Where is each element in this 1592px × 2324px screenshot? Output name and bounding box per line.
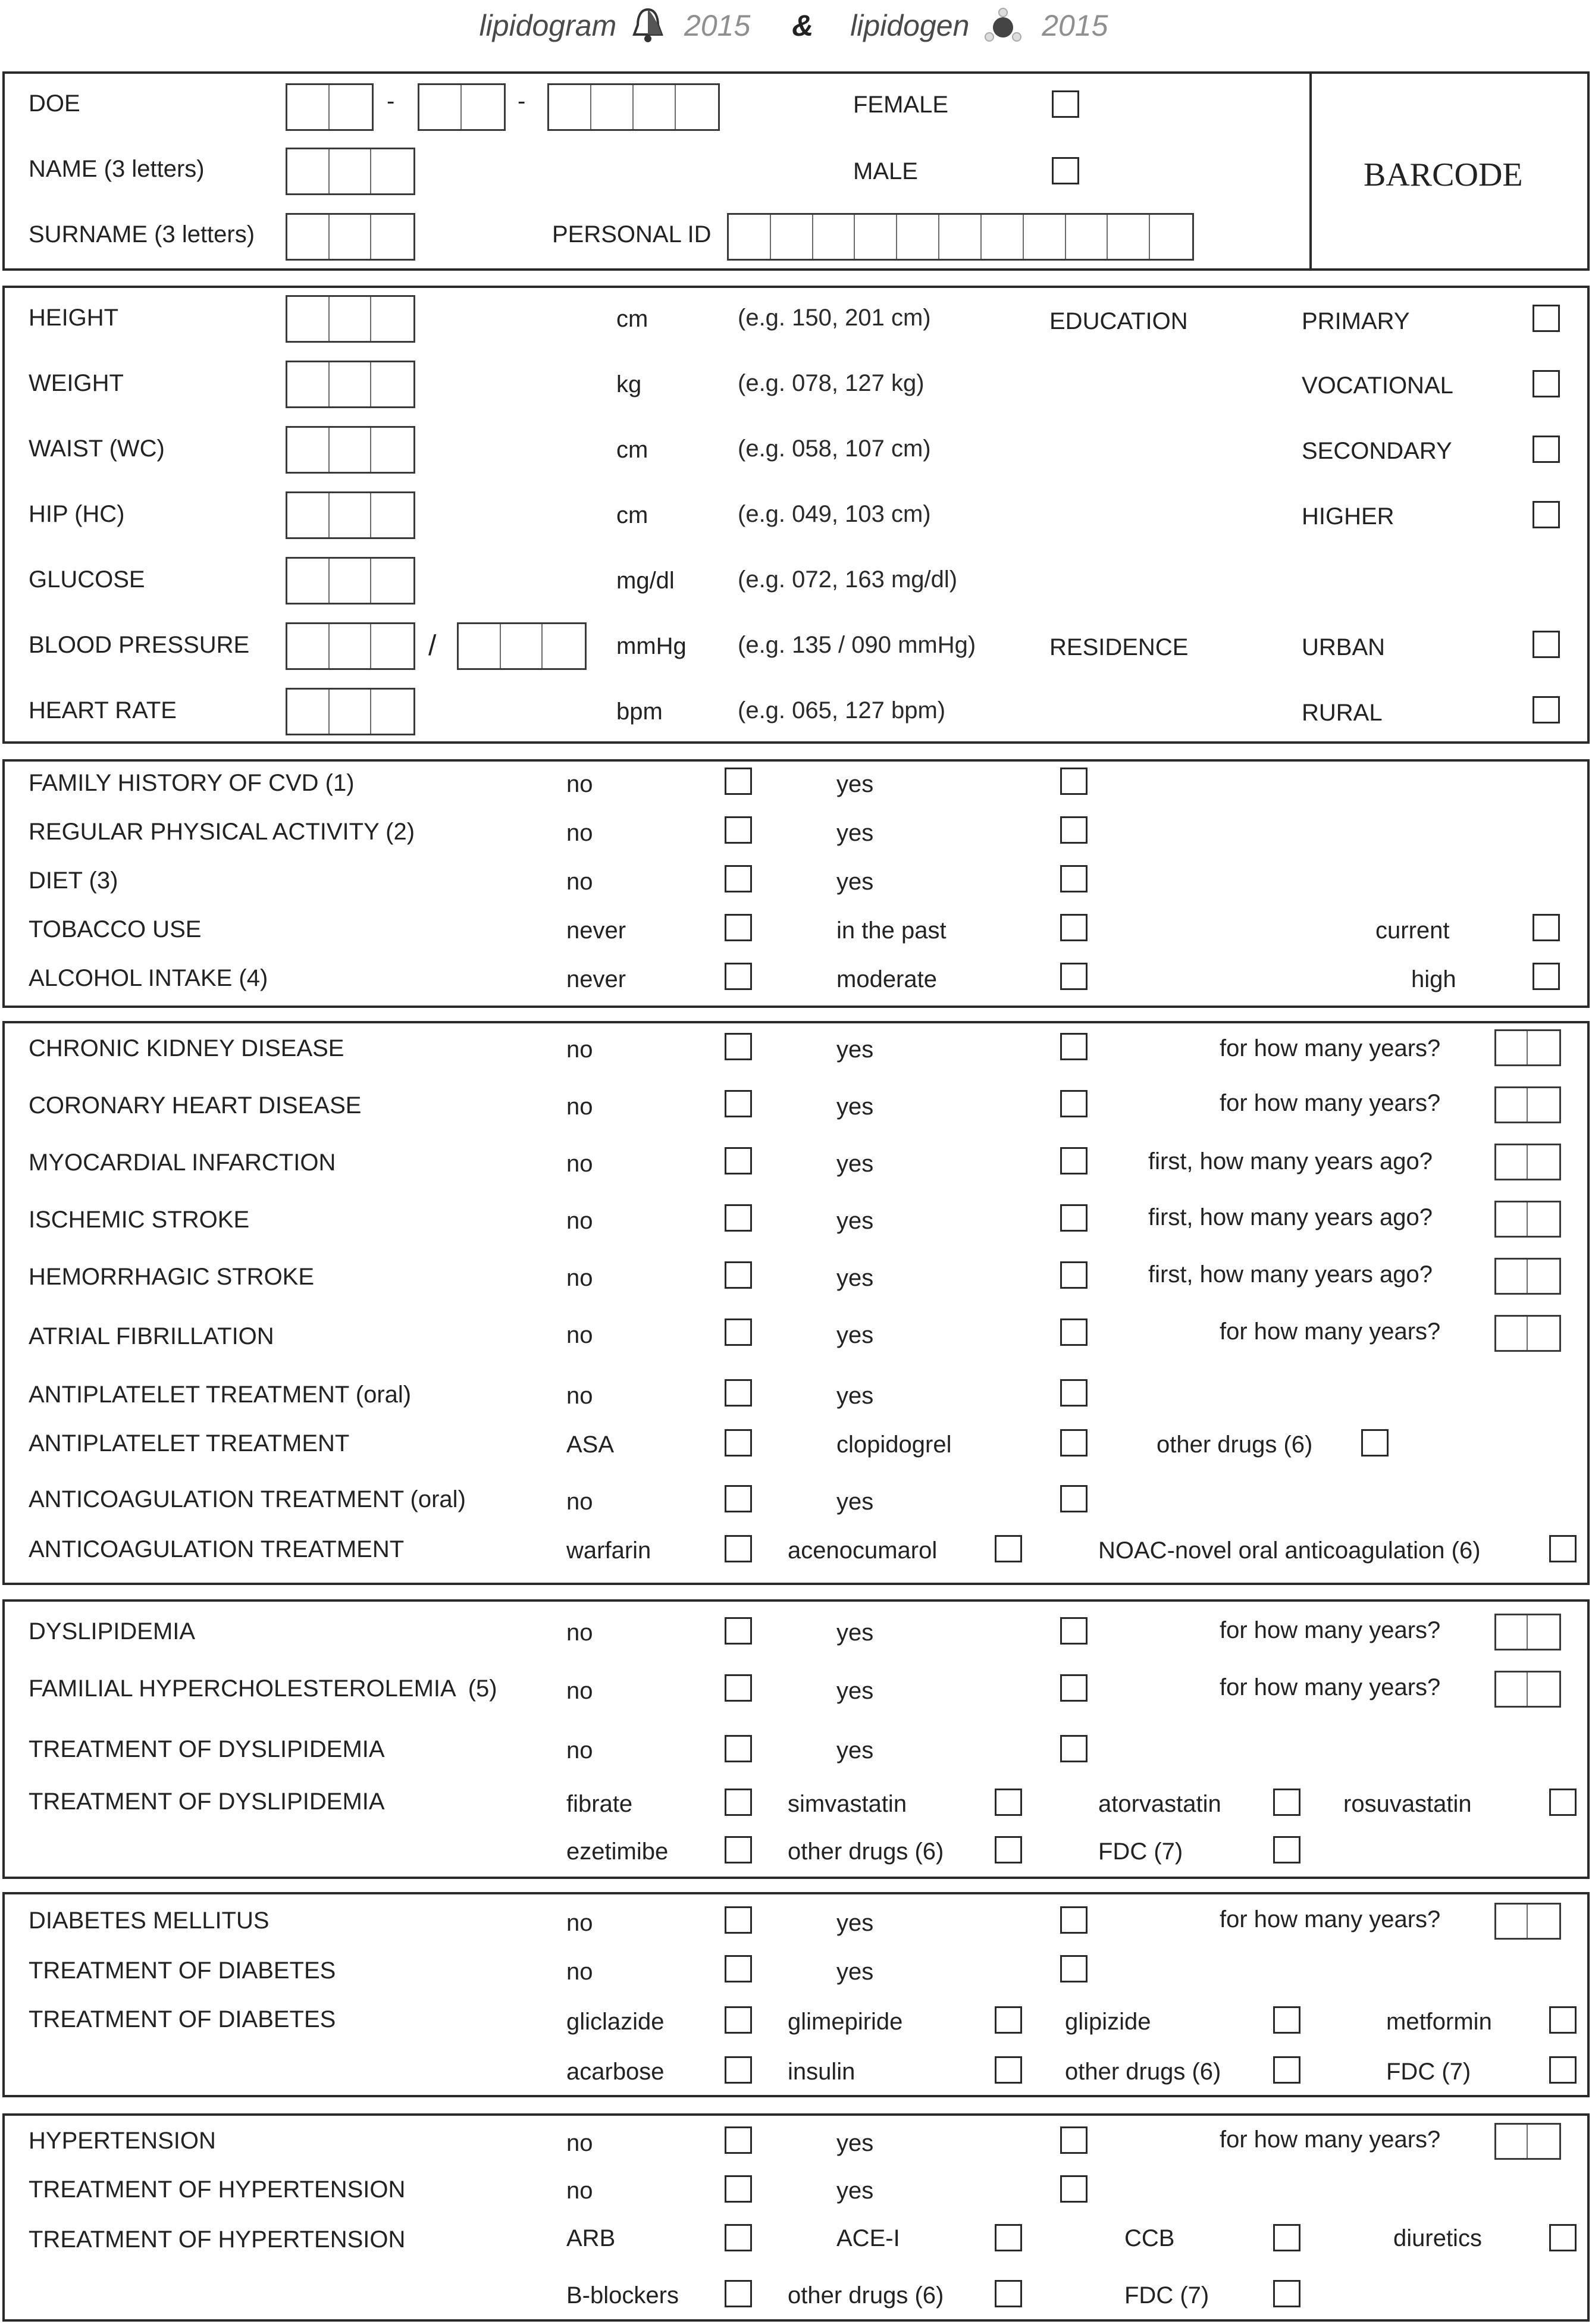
option-label: no	[566, 1737, 593, 1764]
antiplatelet-oral-no-checkbox[interactable]	[725, 1379, 752, 1407]
option-label: yes	[836, 1265, 874, 1291]
option-label: no	[566, 1094, 593, 1120]
option-label: yes	[836, 1322, 874, 1348]
option-label: glipizide	[1065, 2009, 1151, 2035]
residence-urban-checkbox[interactable]	[1533, 631, 1560, 658]
surname-label: SURNAME (3 letters)	[29, 221, 255, 248]
hypertension-treatment-no-checkbox[interactable]	[725, 2175, 752, 2203]
hypertension-yes-checkbox[interactable]	[1060, 2126, 1088, 2154]
education-secondary-checkbox[interactable]	[1533, 436, 1560, 463]
dyslipidemia-years-field[interactable]	[1494, 1614, 1561, 1650]
option-label: yes	[836, 1959, 874, 1985]
diet-label: DIET (3)	[29, 867, 118, 894]
hypertension-drugs-label: TREATMENT OF HYPERTENSION	[29, 2226, 406, 2253]
ampersand: &	[792, 8, 814, 42]
option-label: metformin	[1386, 2009, 1492, 2035]
education-primary-label: PRIMARY	[1302, 308, 1410, 334]
education-vocational-label: VOCATIONAL	[1302, 372, 1453, 399]
lipidogram-logo-text: lipidogram	[479, 8, 617, 42]
diet-yes-checkbox[interactable]	[1060, 865, 1088, 892]
dyslipidemia-drugs-label: TREATMENT OF DYSLIPIDEMIA	[29, 1789, 385, 1815]
years-question: for how many years?	[1220, 2126, 1441, 2153]
option-label: atorvastatin	[1098, 1791, 1221, 1817]
education-label: EDUCATION	[1049, 308, 1188, 334]
bp-unit: mmHg	[616, 633, 687, 659]
heart-rate-unit: bpm	[616, 699, 663, 725]
weight-example: (e.g. 078, 127 kg)	[738, 370, 925, 396]
doe-separator: -	[387, 88, 395, 114]
doe-separator: -	[518, 88, 526, 114]
option-label: no	[566, 1208, 593, 1234]
dyslipidemia-fdc-checkbox[interactable]	[1273, 1836, 1300, 1863]
mi-label: MYOCARDIAL INFARCTION	[29, 1150, 336, 1176]
bp-example: (e.g. 135 / 090 mmHg)	[738, 632, 976, 658]
option-label: ezetimibe	[566, 1838, 669, 1865]
clopidogrel-checkbox[interactable]	[1060, 1429, 1088, 1457]
option-label: acenocumarol	[788, 1537, 938, 1564]
acenocumarol-checkbox[interactable]	[995, 1535, 1022, 1562]
warfarin-checkbox[interactable]	[725, 1535, 752, 1562]
option-label: other drugs (6)	[788, 2282, 944, 2309]
mi-no-checkbox[interactable]	[725, 1147, 752, 1174]
doe-label: DOE	[29, 90, 80, 117]
option-label: yes	[836, 869, 874, 895]
systolic-field[interactable]	[286, 622, 415, 670]
year-label: 2015	[1042, 8, 1108, 42]
glimepiride-checkbox[interactable]	[995, 2006, 1022, 2034]
years-question: for how many years?	[1220, 1035, 1441, 1061]
option-label: no	[566, 1322, 593, 1348]
anticoag-oral-label: ANTICOAGULATION TREATMENT (oral)	[29, 1486, 466, 1512]
waist-unit: cm	[616, 437, 648, 463]
name-field[interactable]	[286, 148, 415, 195]
diabetes-drugs-label: TREATMENT OF DIABETES	[29, 2006, 336, 2032]
waist-field[interactable]	[286, 426, 415, 474]
waist-example: (e.g. 058, 107 cm)	[738, 436, 931, 462]
name-label: NAME (3 letters)	[29, 156, 205, 182]
physical-activity-label: REGULAR PHYSICAL ACTIVITY (2)	[29, 819, 415, 845]
years-question: first, how many years ago?	[1148, 1204, 1433, 1230]
option-label: ASA	[566, 1432, 615, 1458]
ischemic-stroke-no-checkbox[interactable]	[725, 1204, 752, 1232]
option-label: yes	[836, 1489, 874, 1515]
chd-label: CORONARY HEART DISEASE	[29, 1092, 362, 1119]
anticoag-treatment-label: ANTICOAGULATION TREATMENT	[29, 1536, 405, 1562]
hip-field[interactable]	[286, 491, 415, 539]
option-label: yes	[836, 820, 874, 846]
ezetimibe-checkbox[interactable]	[725, 1836, 752, 1863]
barcode-label: BARCODE	[1364, 156, 1523, 193]
rosuvastatin-checkbox[interactable]	[1549, 1789, 1577, 1816]
hemorrhagic-stroke-no-checkbox[interactable]	[725, 1261, 752, 1289]
education-higher-checkbox[interactable]	[1533, 501, 1560, 528]
option-label: CCB	[1124, 2225, 1175, 2251]
hypertension-label: HYPERTENSION	[29, 2128, 216, 2154]
option-label: never	[566, 917, 626, 944]
years-question: first, how many years ago?	[1148, 1261, 1433, 1288]
heart-rate-label: HEART RATE	[29, 697, 177, 723]
antiplatelet-other-checkbox[interactable]	[1361, 1429, 1389, 1457]
option-label: ARB	[566, 2225, 616, 2251]
diabetes-label: DIABETES MELLITUS	[29, 1908, 269, 1934]
education-higher-label: HIGHER	[1302, 503, 1394, 530]
family-history-no-checkbox[interactable]	[725, 768, 752, 795]
option-label: B-blockers	[566, 2282, 679, 2309]
dyslipidemia-treatment-label: TREATMENT OF DYSLIPIDEMIA	[29, 1736, 385, 1762]
female-label: FEMALE	[853, 92, 949, 118]
fibrate-checkbox[interactable]	[725, 1789, 752, 1816]
option-label: no	[566, 820, 593, 846]
option-label: high	[1411, 966, 1456, 992]
option-label: FDC (7)	[1098, 1838, 1183, 1865]
dyslipidemia-label: DYSLIPIDEMIA	[29, 1618, 196, 1645]
blood-pressure-label: BLOOD PRESSURE	[29, 632, 250, 658]
tobacco-current-checkbox[interactable]	[1533, 914, 1560, 941]
option-label: no	[566, 771, 593, 797]
ckd-yes-checkbox[interactable]	[1060, 1033, 1088, 1060]
alcohol-label: ALCOHOL INTAKE (4)	[29, 965, 268, 991]
option-label: current	[1375, 917, 1450, 944]
option-label: ACE-I	[836, 2225, 900, 2251]
option-label: other drugs (6)	[1065, 2059, 1221, 2085]
diabetes-no-checkbox[interactable]	[725, 1906, 752, 1934]
dyslipidemia-no-checkbox[interactable]	[725, 1617, 752, 1645]
hypertension-no-checkbox[interactable]	[725, 2126, 752, 2154]
years-question: for how many years?	[1220, 1617, 1441, 1643]
arb-checkbox[interactable]	[725, 2224, 752, 2251]
simvastatin-checkbox[interactable]	[995, 1789, 1022, 1816]
bp-slash: /	[428, 630, 437, 662]
form-header	[0, 6, 1592, 59]
option-label: yes	[836, 2130, 874, 2156]
male-checkbox[interactable]	[1052, 157, 1079, 184]
option-label: fibrate	[566, 1791, 633, 1817]
option-label: FDC (7)	[1386, 2059, 1471, 2085]
ccb-checkbox[interactable]	[1273, 2224, 1300, 2251]
anticoag-oral-yes-checkbox[interactable]	[1060, 1485, 1088, 1512]
acarbose-checkbox[interactable]	[725, 2056, 752, 2084]
heart-rate-example: (e.g. 065, 127 bpm)	[738, 697, 946, 723]
hip-example: (e.g. 049, 103 cm)	[738, 501, 931, 527]
chd-no-checkbox[interactable]	[725, 1090, 752, 1117]
diuretics-checkbox[interactable]	[1549, 2224, 1577, 2251]
option-label: no	[566, 2130, 593, 2156]
option-label: yes	[836, 1208, 874, 1234]
option-label: acarbose	[566, 2059, 665, 2085]
dyslipidemia-treatment-no-checkbox[interactable]	[725, 1735, 752, 1762]
alcohol-moderate-checkbox[interactable]	[1060, 963, 1088, 990]
family-history-label: FAMILY HISTORY OF CVD (1)	[29, 770, 355, 796]
height-field[interactable]	[286, 295, 415, 343]
fh-no-checkbox[interactable]	[725, 1674, 752, 1702]
diabetes-other-checkbox[interactable]	[1273, 2056, 1300, 2084]
option-label: gliclazide	[566, 2009, 665, 2035]
atrial-fibrillation-no-checkbox[interactable]	[725, 1318, 752, 1346]
option-label: no	[566, 1959, 593, 1985]
option-label: no	[566, 1383, 593, 1409]
hemorrhagic-stroke-years-field[interactable]	[1494, 1258, 1561, 1295]
residence-rural-checkbox[interactable]	[1533, 696, 1560, 723]
ace-i-checkbox[interactable]	[995, 2224, 1022, 2251]
weight-label: WEIGHT	[29, 370, 124, 396]
fh-yes-checkbox[interactable]	[1060, 1674, 1088, 1702]
diastolic-field[interactable]	[457, 622, 587, 670]
option-label: yes	[836, 2178, 874, 2204]
option-label: yes	[836, 1910, 874, 1936]
diabetes-treatment-yes-checkbox[interactable]	[1060, 1955, 1088, 1982]
option-label: no	[566, 1489, 593, 1515]
option-label: other drugs (6)	[788, 1838, 944, 1865]
molecule-icon	[985, 7, 1021, 44]
insulin-checkbox[interactable]	[995, 2056, 1022, 2084]
metformin-checkbox[interactable]	[1549, 2006, 1577, 2034]
b-blockers-checkbox[interactable]	[725, 2280, 752, 2307]
mi-years-field[interactable]	[1494, 1144, 1561, 1180]
atorvastatin-checkbox[interactable]	[1273, 1789, 1300, 1816]
personal-id-field[interactable]	[727, 213, 1194, 261]
glucose-unit: mg/dl	[616, 568, 675, 594]
option-label: no	[566, 1910, 593, 1936]
asa-checkbox[interactable]	[725, 1429, 752, 1457]
height-unit: cm	[616, 306, 648, 332]
option-label: insulin	[788, 2059, 855, 2085]
hypertension-treatment-label: TREATMENT OF HYPERTENSION	[29, 2176, 406, 2203]
physical-activity-no-checkbox[interactable]	[725, 816, 752, 844]
option-label: yes	[836, 1737, 874, 1764]
glucose-example: (e.g. 072, 163 mg/dl)	[738, 566, 958, 593]
dyslipidemia-yes-checkbox[interactable]	[1060, 1617, 1088, 1645]
family-history-yes-checkbox[interactable]	[1060, 768, 1088, 795]
option-label: never	[566, 966, 626, 992]
option-label: no	[566, 1265, 593, 1291]
tobacco-past-checkbox[interactable]	[1060, 914, 1088, 941]
option-label: no	[566, 1678, 593, 1704]
option-label: moderate	[836, 966, 937, 992]
hip-label: HIP (HC)	[29, 501, 125, 527]
mi-yes-checkbox[interactable]	[1060, 1147, 1088, 1174]
ischemic-stroke-label: ISCHEMIC STROKE	[29, 1207, 250, 1233]
physical-activity-yes-checkbox[interactable]	[1060, 816, 1088, 844]
diabetes-treatment-label: TREATMENT OF DIABETES	[29, 1957, 336, 1984]
option-label: no	[566, 869, 593, 895]
dyslipidemia-treatment-yes-checkbox[interactable]	[1060, 1735, 1088, 1762]
option-label: diuretics	[1393, 2225, 1482, 2251]
bell-icon	[632, 7, 664, 44]
ckd-years-field[interactable]	[1494, 1029, 1561, 1066]
option-label: glimepiride	[788, 2009, 903, 2035]
glucose-field[interactable]	[286, 557, 415, 605]
option-label: in the past	[836, 917, 947, 944]
antiplatelet-treatment-label: ANTIPLATELET TREATMENT	[29, 1430, 350, 1457]
male-label: MALE	[853, 158, 918, 184]
residence-rural-label: RURAL	[1302, 700, 1383, 726]
waist-label: WAIST (WC)	[29, 436, 165, 462]
doe-day-field[interactable]	[286, 83, 374, 131]
hemorrhagic-stroke-yes-checkbox[interactable]	[1060, 1261, 1088, 1289]
years-question: for how many years?	[1220, 1906, 1441, 1933]
atrial-fibrillation-label: ATRIAL FIBRILLATION	[29, 1323, 274, 1349]
hypertension-fdc-checkbox[interactable]	[1273, 2280, 1300, 2307]
anticoag-oral-no-checkbox[interactable]	[725, 1485, 752, 1512]
option-label: yes	[836, 1036, 874, 1063]
option-label: warfarin	[566, 1537, 651, 1564]
alcohol-high-checkbox[interactable]	[1533, 963, 1560, 990]
lipidogen-logo-text: lipidogen	[850, 8, 970, 42]
height-label: HEIGHT	[29, 305, 119, 331]
ckd-label: CHRONIC KIDNEY DISEASE	[29, 1035, 344, 1061]
option-label: yes	[836, 1094, 874, 1120]
years-question: for how many years?	[1220, 1090, 1441, 1116]
diabetes-treatment-no-checkbox[interactable]	[725, 1955, 752, 1982]
option-label: no	[566, 1036, 593, 1063]
option-label: simvastatin	[788, 1791, 907, 1817]
education-vocational-checkbox[interactable]	[1533, 370, 1560, 397]
option-label: yes	[836, 1620, 874, 1646]
tobacco-never-checkbox[interactable]	[725, 914, 752, 941]
hip-unit: cm	[616, 502, 648, 528]
ischemic-stroke-years-field[interactable]	[1494, 1201, 1561, 1238]
height-example: (e.g. 150, 201 cm)	[738, 305, 931, 331]
option-label: other drugs (6)	[1157, 1432, 1313, 1458]
option-label: no	[566, 1151, 593, 1177]
years-question: first, how many years ago?	[1148, 1148, 1433, 1174]
doe-month-field[interactable]	[418, 83, 506, 131]
chd-years-field[interactable]	[1494, 1086, 1561, 1123]
glipizide-checkbox[interactable]	[1273, 2006, 1300, 2034]
gliclazide-checkbox[interactable]	[725, 2006, 752, 2034]
option-label: rosuvastatin	[1343, 1791, 1472, 1817]
option-label: NOAC-novel oral anticoagulation (6)	[1098, 1537, 1481, 1564]
diabetes-yes-checkbox[interactable]	[1060, 1906, 1088, 1934]
heart-rate-field[interactable]	[286, 688, 415, 735]
education-secondary-label: SECONDARY	[1302, 438, 1452, 464]
hemorrhagic-stroke-label: HEMORRHAGIC STROKE	[29, 1264, 315, 1290]
noac-checkbox[interactable]	[1549, 1535, 1577, 1562]
year-label: 2015	[684, 8, 751, 42]
personal-id-label: PERSONAL ID	[552, 221, 712, 248]
female-checkbox[interactable]	[1052, 90, 1079, 118]
atrial-fibrillation-yes-checkbox[interactable]	[1060, 1318, 1088, 1346]
tobacco-label: TOBACCO USE	[29, 916, 202, 942]
doe-year-field[interactable]	[547, 83, 720, 131]
diabetes-fdc-checkbox[interactable]	[1549, 2056, 1577, 2084]
ischemic-stroke-yes-checkbox[interactable]	[1060, 1204, 1088, 1232]
familial-hypercholesterolemia-label: FAMILIAL HYPERCHOLESTEROLEMIA (5)	[29, 1675, 497, 1702]
antiplatelet-oral-label: ANTIPLATELET TREATMENT (oral)	[29, 1382, 412, 1408]
option-label: clopidogrel	[836, 1432, 952, 1458]
antiplatelet-oral-yes-checkbox[interactable]	[1060, 1379, 1088, 1407]
weight-unit: kg	[616, 371, 642, 397]
diet-no-checkbox[interactable]	[725, 865, 752, 892]
option-label: no	[566, 2178, 593, 2204]
hypertension-treatment-yes-checkbox[interactable]	[1060, 2175, 1088, 2203]
option-label: yes	[836, 1383, 874, 1409]
fh-years-field[interactable]	[1494, 1671, 1561, 1708]
residence-urban-label: URBAN	[1302, 634, 1386, 660]
option-label: FDC (7)	[1124, 2282, 1209, 2309]
alcohol-never-checkbox[interactable]	[725, 963, 752, 990]
option-label: yes	[836, 1151, 874, 1177]
option-label: no	[566, 1620, 593, 1646]
years-question: for how many years?	[1220, 1318, 1441, 1345]
hypertension-years-field[interactable]	[1494, 2123, 1561, 2160]
option-label: yes	[836, 1678, 874, 1704]
atrial-fibrillation-years-field[interactable]	[1494, 1315, 1561, 1352]
surname-field[interactable]	[286, 213, 415, 261]
years-question: for how many years?	[1220, 1674, 1441, 1700]
chd-yes-checkbox[interactable]	[1060, 1090, 1088, 1117]
education-primary-checkbox[interactable]	[1533, 305, 1560, 332]
option-label: yes	[836, 771, 874, 797]
glucose-label: GLUCOSE	[29, 566, 145, 593]
ckd-no-checkbox[interactable]	[725, 1033, 752, 1060]
residence-label: RESIDENCE	[1049, 634, 1189, 660]
dyslipidemia-other-checkbox[interactable]	[995, 1836, 1022, 1863]
weight-field[interactable]	[286, 361, 415, 408]
hypertension-other-checkbox[interactable]	[995, 2280, 1022, 2307]
diabetes-years-field[interactable]	[1494, 1903, 1561, 1940]
